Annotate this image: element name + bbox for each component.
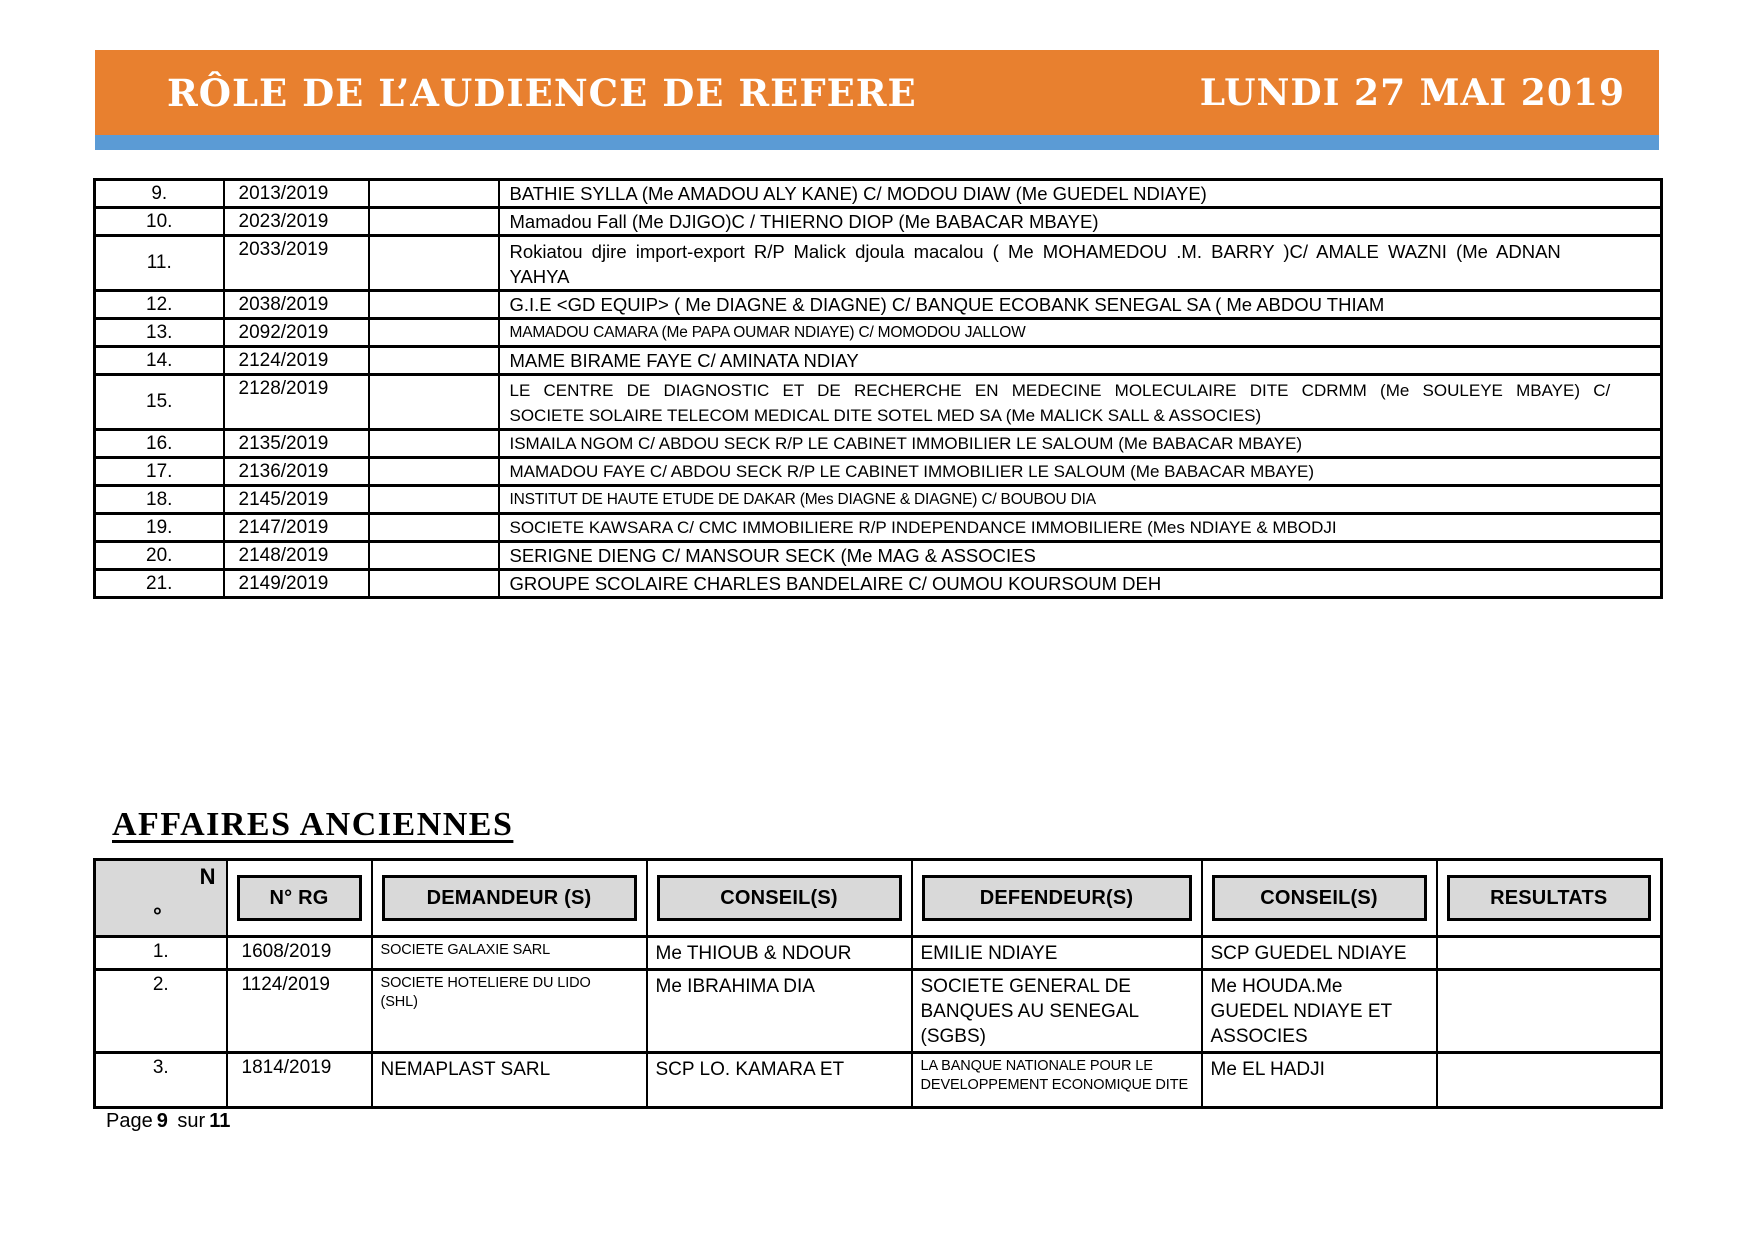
old-case-conseil-1: Me THIOUB & NDOUR bbox=[647, 937, 912, 970]
old-case-defendeur: SOCIETE GENERAL DE BANQUES AU SENEGAL (SGBS) bbox=[912, 970, 1202, 1053]
old-case-row bbox=[95, 937, 1662, 970]
case-desc: GROUPE SCOLAIRE CHARLES BANDELAIRE C/ OUMOU KOURSOUM DEH bbox=[499, 570, 1662, 598]
old-case-rg: 1124/2019 bbox=[227, 970, 372, 1053]
old-case-conseil-1: Me IBRAHIMA DIA bbox=[647, 970, 912, 1053]
old-case-conseil-2: SCP GUEDEL NDIAYE bbox=[1202, 937, 1437, 970]
case-blank bbox=[369, 570, 499, 598]
old-case-row bbox=[95, 970, 1662, 1053]
case-desc: G.I.E <GD EQUIP> ( Me DIAGNE & DIAGNE) C/ BANQUE ECOBANK SENEGAL SA ( Me ABDOU THIAM bbox=[499, 291, 1662, 319]
case-row bbox=[95, 458, 1662, 486]
old-case-row bbox=[95, 1053, 1662, 1108]
case-row bbox=[95, 319, 1662, 347]
case-desc: BATHIE SYLLA (Me AMADOU ALY KANE) C/ MODOU DIAW (Me GUEDEL NDIAYE) bbox=[499, 180, 1662, 208]
case-row bbox=[95, 208, 1662, 236]
case-rg: 2013/2019 bbox=[224, 180, 369, 208]
case-blank bbox=[369, 208, 499, 236]
footer-separator: sur bbox=[177, 1110, 206, 1132]
case-desc: MAMADOU FAYE C/ ABDOU SECK R/P LE CABINET IMMOBILIER LE SALOUM (Me BABACAR MBAYE) bbox=[499, 458, 1662, 486]
cases-table bbox=[93, 178, 1663, 599]
header-conseil-1: CONSEIL(S) bbox=[647, 860, 912, 937]
old-case-rg: 1814/2019 bbox=[227, 1053, 372, 1108]
case-rg: 2136/2019 bbox=[224, 458, 369, 486]
old-case-number: 1. bbox=[95, 937, 227, 970]
old-case-conseil-2: Me EL HADJI bbox=[1202, 1053, 1437, 1108]
old-case-conseil-1: SCP LO. KAMARA ET bbox=[647, 1053, 912, 1108]
case-row bbox=[95, 375, 1662, 430]
case-desc: MAME BIRAME FAYE C/ AMINATA NDIAY bbox=[499, 347, 1662, 375]
case-rg: 2148/2019 bbox=[224, 542, 369, 570]
case-desc-line: SOCIETE SOLAIRE TELECOM MEDICAL DITE SOTEL MED SA (Me MALICK SALL & ASSOCIES) bbox=[509, 406, 1262, 425]
old-case-rg: 1608/2019 bbox=[227, 937, 372, 970]
header-demandeur: DEMANDEUR (S) bbox=[372, 860, 647, 937]
case-rg: 2124/2019 bbox=[224, 347, 369, 375]
case-blank bbox=[369, 291, 499, 319]
section-title: AFFAIRES ANCIENNES bbox=[112, 806, 514, 843]
banner-underline bbox=[95, 135, 1659, 150]
old-cases-header-row bbox=[95, 860, 1662, 937]
case-blank bbox=[369, 430, 499, 458]
case-rg: 2149/2019 bbox=[224, 570, 369, 598]
case-desc: MAMADOU CAMARA (Me PAPA OUMAR NDIAYE) C/ MOMODOU JALLOW bbox=[499, 319, 1662, 347]
case-blank bbox=[369, 375, 499, 430]
case-row bbox=[95, 514, 1662, 542]
header-banner bbox=[95, 50, 1659, 135]
case-desc: SOCIETE KAWSARA C/ CMC IMMOBILIERE R/P INDEPENDANCE IMMOBILIERE (Mes NDIAYE & MBODJI bbox=[499, 514, 1662, 542]
old-case-defendeur: LA BANQUE NATIONALE POUR LE DEVELOPPEMENT ECONOMIQUE DITE bbox=[912, 1053, 1202, 1108]
header-n bbox=[95, 860, 227, 937]
header-n-letter: N bbox=[199, 864, 216, 889]
case-desc: SERIGNE DIENG C/ MANSOUR SECK (Me MAG & ASSOCIES bbox=[499, 542, 1662, 570]
case-row bbox=[95, 430, 1662, 458]
header-conseil-2: CONSEIL(S) bbox=[1202, 860, 1437, 937]
case-number: 11. bbox=[95, 236, 224, 291]
header-n-degree: ° bbox=[152, 903, 162, 928]
case-number: 12. bbox=[95, 291, 224, 319]
case-row bbox=[95, 180, 1662, 208]
case-number: 14. bbox=[95, 347, 224, 375]
case-number: 10. bbox=[95, 208, 224, 236]
case-row bbox=[95, 542, 1662, 570]
case-number: 18. bbox=[95, 486, 224, 514]
case-blank bbox=[369, 180, 499, 208]
footer-page-number: 9 bbox=[156, 1110, 168, 1132]
case-rg: 2147/2019 bbox=[224, 514, 369, 542]
case-blank bbox=[369, 458, 499, 486]
old-case-defendeur: EMILIE NDIAYE bbox=[912, 937, 1202, 970]
footer-total-pages: 11 bbox=[209, 1110, 231, 1132]
case-number: 16. bbox=[95, 430, 224, 458]
case-desc bbox=[499, 375, 1662, 430]
case-desc: Mamadou Fall (Me DJIGO)C / THIERNO DIOP (Me BABACAR MBAYE) bbox=[499, 208, 1662, 236]
case-blank bbox=[369, 319, 499, 347]
old-case-demandeur: SOCIETE GALAXIE SARL bbox=[372, 937, 647, 970]
case-rg: 2145/2019 bbox=[224, 486, 369, 514]
case-rg: 2023/2019 bbox=[224, 208, 369, 236]
header-rg: N° RG bbox=[227, 860, 372, 937]
case-row bbox=[95, 347, 1662, 375]
banner-title: RÔLE DE L’AUDIENCE DE REFERE bbox=[167, 70, 917, 115]
case-rg: 2128/2019 bbox=[224, 375, 369, 430]
old-case-number: 2. bbox=[95, 970, 227, 1053]
case-number: 15. bbox=[95, 375, 224, 430]
old-case-demandeur: NEMAPLAST SARL bbox=[372, 1053, 647, 1108]
case-desc-line: LE CENTRE DE DIAGNOSTIC ET DE RECHERCHE EN MEDECINE MOLECULAIRE DITE CDRMM (Me SOULEYE MBAYE) C/ bbox=[509, 381, 1611, 400]
case-rg: 2038/2019 bbox=[224, 291, 369, 319]
case-row bbox=[95, 570, 1662, 598]
footer-label: Page bbox=[106, 1110, 153, 1132]
case-rg: 2092/2019 bbox=[224, 319, 369, 347]
case-row bbox=[95, 236, 1662, 291]
case-row bbox=[95, 486, 1662, 514]
header-defendeur: DEFENDEUR(S) bbox=[912, 860, 1202, 937]
old-case-resultats bbox=[1437, 1053, 1662, 1108]
case-desc-line: YAHYA bbox=[509, 266, 570, 287]
case-number: 21. bbox=[95, 570, 224, 598]
case-desc bbox=[499, 236, 1662, 291]
old-case-resultats bbox=[1437, 937, 1662, 970]
old-case-demandeur: SOCIETE HOTELIERE DU LIDO (SHL) bbox=[372, 970, 647, 1053]
case-rg: 2135/2019 bbox=[224, 430, 369, 458]
case-number: 20. bbox=[95, 542, 224, 570]
case-blank bbox=[369, 347, 499, 375]
case-desc-line: Rokiatou djire import-export R/P Malick djoula macalou ( Me MOHAMEDOU .M. BARRY )C/ AMALE WAZNI (Me ADNAN bbox=[509, 241, 1561, 262]
old-case-number: 3. bbox=[95, 1053, 227, 1108]
case-row bbox=[95, 291, 1662, 319]
case-blank bbox=[369, 514, 499, 542]
case-desc: ISMAILA NGOM C/ ABDOU SECK R/P LE CABINET IMMOBILIER LE SALOUM (Me BABACAR MBAYE) bbox=[499, 430, 1662, 458]
case-number: 9. bbox=[95, 180, 224, 208]
banner-date: LUNDI 27 MAI 2019 bbox=[1199, 71, 1625, 114]
case-blank bbox=[369, 486, 499, 514]
old-case-resultats bbox=[1437, 970, 1662, 1053]
case-blank bbox=[369, 542, 499, 570]
old-cases-table bbox=[93, 858, 1663, 1109]
case-number: 13. bbox=[95, 319, 224, 347]
header-resultats: RESULTATS bbox=[1437, 860, 1662, 937]
old-case-conseil-2: Me HOUDA.Me GUEDEL NDIAYE ET ASSOCIES bbox=[1202, 970, 1437, 1053]
case-number: 19. bbox=[95, 514, 224, 542]
case-rg: 2033/2019 bbox=[224, 236, 369, 291]
case-desc: INSTITUT DE HAUTE ETUDE DE DAKAR (Mes DIAGNE & DIAGNE) C/ BOUBOU DIA bbox=[499, 486, 1662, 514]
page-footer bbox=[106, 1110, 230, 1133]
case-blank bbox=[369, 236, 499, 291]
case-number: 17. bbox=[95, 458, 224, 486]
